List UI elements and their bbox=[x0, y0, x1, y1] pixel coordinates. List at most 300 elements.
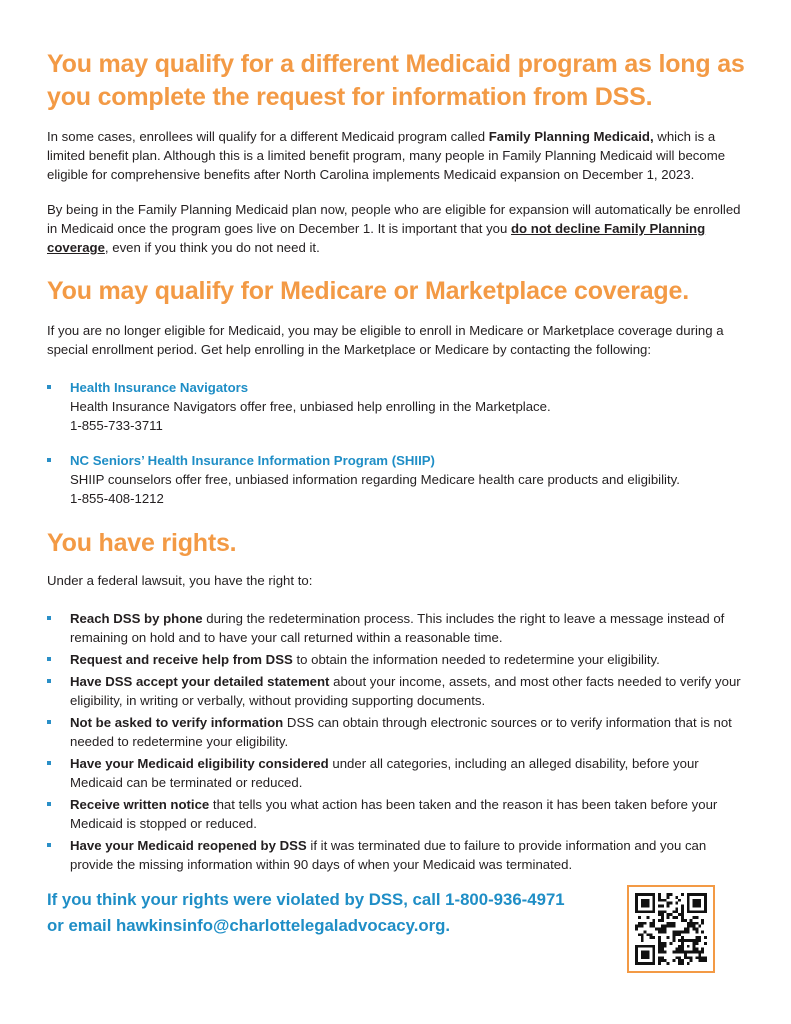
qr-module bbox=[667, 902, 670, 905]
qr-module bbox=[664, 925, 667, 928]
qr-module bbox=[695, 956, 698, 959]
qr-module bbox=[635, 948, 638, 951]
qr-module bbox=[684, 951, 687, 954]
qr-module bbox=[687, 962, 690, 965]
qr-module bbox=[690, 951, 693, 954]
qr-module bbox=[652, 953, 655, 956]
qr-module bbox=[687, 902, 690, 905]
emphasis-text: do not decline Family Planning coverage bbox=[47, 221, 706, 255]
right-text: if it was terminated due to failure to provide information and you can provide the missing information within 90 days of when your Medicaid was terminated. bbox=[70, 838, 707, 872]
right-item bbox=[47, 650, 747, 669]
qr-module bbox=[667, 893, 670, 896]
qr-module bbox=[661, 910, 664, 913]
qr-module bbox=[644, 905, 647, 908]
family-planning-paragraph bbox=[47, 127, 747, 184]
qr-module bbox=[687, 899, 690, 902]
qr-module bbox=[635, 893, 638, 896]
text-span: By being in the Family Planning Medicaid plan now, people who are eligible for expansion will automatically be enrolled in Medicaid once the program goes live on December 1. It is important that you bbox=[47, 202, 741, 236]
text-span: which is a limited benefit plan. Although this is a limited benefit program, many people in Family Planning Medicaid will become eligible for comprehensive benefits after North Carolina implements Medicaid expansion on December 1, 2023. bbox=[47, 129, 726, 182]
qr-module bbox=[675, 930, 678, 933]
qr-module bbox=[678, 959, 681, 962]
qr-module bbox=[658, 948, 661, 951]
footer-line-email: or email hawkinsinfo@charlottelegaladvocacy.org. bbox=[47, 916, 451, 935]
qr-module bbox=[693, 939, 696, 942]
qr-module bbox=[701, 951, 704, 954]
right-bold: Have your Medicaid eligibility considered bbox=[70, 756, 329, 771]
qr-module bbox=[670, 902, 673, 905]
qr-module bbox=[647, 956, 650, 959]
qr-module bbox=[675, 948, 678, 951]
right-bold: Reach DSS by phone bbox=[70, 611, 203, 626]
resource-list bbox=[47, 378, 747, 508]
qr-module bbox=[670, 925, 673, 928]
qr-module bbox=[667, 916, 670, 919]
qr-module bbox=[684, 956, 687, 959]
qr-module bbox=[675, 896, 678, 899]
qr-module bbox=[701, 910, 704, 913]
qr-module bbox=[647, 916, 650, 919]
qr-module bbox=[652, 905, 655, 908]
qr-module bbox=[684, 939, 687, 942]
qr-module bbox=[704, 959, 707, 962]
qr-module bbox=[695, 936, 698, 939]
qr-module bbox=[667, 936, 670, 939]
qr-module bbox=[661, 928, 664, 931]
qr-module bbox=[647, 945, 650, 948]
qr-module bbox=[681, 893, 684, 896]
right-bold: Request and receive help from DSS bbox=[70, 652, 293, 667]
qr-module bbox=[698, 936, 701, 939]
qr-module bbox=[693, 893, 696, 896]
qr-module bbox=[704, 942, 707, 945]
qr-module bbox=[678, 930, 681, 933]
qr-module bbox=[658, 910, 661, 913]
qr-module bbox=[644, 893, 647, 896]
qr-module bbox=[681, 948, 684, 951]
bullet-icon bbox=[47, 720, 51, 724]
qr-module bbox=[649, 922, 652, 925]
bullet-icon bbox=[47, 385, 51, 389]
qr-module bbox=[635, 953, 638, 956]
qr-module bbox=[647, 962, 650, 965]
qr-module bbox=[675, 910, 678, 913]
qr-module bbox=[693, 945, 696, 948]
qr-module bbox=[652, 962, 655, 965]
qr-module bbox=[704, 907, 707, 910]
qr-module bbox=[690, 959, 693, 962]
qr-module bbox=[641, 962, 644, 965]
qr-module bbox=[672, 959, 675, 962]
qr-module bbox=[641, 925, 644, 928]
right-text: under all categories, including an alleged disability, before your Medicaid can be terminated or reduced. bbox=[70, 756, 699, 790]
qr-module bbox=[698, 902, 701, 905]
qr-module bbox=[695, 902, 698, 905]
qr-module bbox=[672, 939, 675, 942]
qr-module bbox=[698, 905, 701, 908]
qr-module bbox=[693, 905, 696, 908]
qr-module bbox=[695, 951, 698, 954]
section-heading-different-medicaid: You may qualify for a different Medicaid program as long as you complete the request for information from DSS. bbox=[47, 50, 745, 111]
right-item bbox=[47, 713, 747, 751]
resource-description: Health Insurance Navigators offer free, unbiased help enrolling in the Marketplace. bbox=[70, 399, 551, 414]
qr-module bbox=[684, 953, 687, 956]
qr-module bbox=[701, 948, 704, 951]
qr-module bbox=[672, 925, 675, 928]
qr-module bbox=[644, 930, 647, 933]
qr-module bbox=[658, 930, 661, 933]
resource-item bbox=[47, 378, 747, 435]
qr-module bbox=[661, 948, 664, 951]
right-bold: Not be asked to verify information bbox=[70, 715, 284, 730]
qr-module bbox=[687, 939, 690, 942]
qr-module bbox=[652, 910, 655, 913]
qr-module bbox=[675, 916, 678, 919]
qr-module bbox=[675, 902, 678, 905]
qr-module bbox=[678, 956, 681, 959]
qr-module bbox=[638, 962, 641, 965]
qr-module bbox=[644, 956, 647, 959]
qr-module bbox=[638, 893, 641, 896]
qr-module bbox=[701, 959, 704, 962]
qr-module bbox=[681, 942, 684, 945]
qr-module bbox=[661, 942, 664, 945]
qr-module bbox=[687, 896, 690, 899]
qr-module bbox=[684, 928, 687, 931]
qr-module bbox=[695, 916, 698, 919]
qr-module bbox=[687, 956, 690, 959]
qr-module bbox=[693, 899, 696, 902]
qr-module bbox=[704, 896, 707, 899]
qr-module bbox=[661, 916, 664, 919]
qr-module bbox=[635, 899, 638, 902]
qr-module bbox=[638, 910, 641, 913]
qr-module bbox=[638, 916, 641, 919]
qr-module bbox=[652, 907, 655, 910]
qr-module bbox=[641, 951, 644, 954]
qr-module bbox=[661, 930, 664, 933]
qr-module bbox=[638, 922, 641, 925]
qr-module bbox=[704, 893, 707, 896]
qr-module bbox=[687, 893, 690, 896]
qr-module bbox=[649, 893, 652, 896]
qr-module bbox=[647, 951, 650, 954]
qr-module bbox=[635, 907, 638, 910]
qr-module bbox=[649, 933, 652, 936]
qr-module bbox=[681, 962, 684, 965]
bold-text: Family Planning Medicaid, bbox=[488, 129, 654, 144]
qr-module bbox=[670, 922, 673, 925]
resource-title[interactable]: Health Insurance Navigators bbox=[70, 380, 249, 395]
qr-module bbox=[681, 907, 684, 910]
qr-module bbox=[641, 953, 644, 956]
qr-module bbox=[678, 913, 681, 916]
qr-module bbox=[644, 962, 647, 965]
qr-module bbox=[635, 956, 638, 959]
qr-module bbox=[693, 948, 696, 951]
bullet-icon bbox=[47, 843, 51, 847]
right-text: during the redetermination process. This includes the right to leave a message instead of remaining on hold and to have your call returned within a reasonable time. bbox=[70, 611, 725, 645]
qr-module bbox=[661, 945, 664, 948]
resource-phone: 1-855-733-3711 bbox=[70, 418, 163, 433]
qr-module bbox=[658, 896, 661, 899]
qr-module bbox=[641, 893, 644, 896]
bullet-icon bbox=[47, 679, 51, 683]
qr-module bbox=[658, 945, 661, 948]
qr-module bbox=[635, 902, 638, 905]
qr-module bbox=[641, 933, 644, 936]
qr-module bbox=[652, 902, 655, 905]
qr-module bbox=[641, 945, 644, 948]
qr-module bbox=[681, 951, 684, 954]
text-span: In some cases, enrollees will qualify for a different Medicaid program called bbox=[47, 129, 489, 144]
qr-module bbox=[695, 905, 698, 908]
qr-module bbox=[687, 928, 690, 931]
qr-module bbox=[698, 893, 701, 896]
qr-module bbox=[681, 913, 684, 916]
qr-module bbox=[644, 945, 647, 948]
qr-module bbox=[635, 945, 638, 948]
qr-module bbox=[652, 919, 655, 922]
qr-module bbox=[658, 956, 661, 959]
qr-module bbox=[658, 893, 661, 896]
right-item bbox=[47, 672, 747, 710]
qr-module bbox=[647, 905, 650, 908]
qr-module bbox=[678, 948, 681, 951]
qr-module bbox=[690, 939, 693, 942]
qr-module bbox=[647, 899, 650, 902]
section-heading-rights: You have rights. bbox=[47, 529, 237, 557]
right-bold: Have your Medicaid reopened by DSS bbox=[70, 838, 307, 853]
qr-module bbox=[652, 959, 655, 962]
qr-module bbox=[664, 951, 667, 954]
qr-module bbox=[661, 959, 664, 962]
qr-module bbox=[690, 919, 693, 922]
qr-module bbox=[690, 910, 693, 913]
qr-module bbox=[641, 905, 644, 908]
qr-module bbox=[693, 942, 696, 945]
qr-module bbox=[675, 933, 678, 936]
qr-module bbox=[678, 933, 681, 936]
qr-module bbox=[690, 922, 693, 925]
bullet-icon bbox=[47, 657, 51, 661]
qr-module bbox=[693, 928, 696, 931]
bullet-icon bbox=[47, 458, 51, 462]
qr-module bbox=[652, 936, 655, 939]
qr-module bbox=[701, 893, 704, 896]
qr-module bbox=[644, 922, 647, 925]
qr-module bbox=[672, 930, 675, 933]
section-heading-medicare-marketplace: You may qualify for Medicare or Marketplace coverage. bbox=[47, 277, 689, 305]
qr-module bbox=[684, 930, 687, 933]
qr-module bbox=[647, 910, 650, 913]
right-bold: Have DSS accept your detailed statement bbox=[70, 674, 330, 689]
right-item bbox=[47, 836, 747, 874]
qr-module bbox=[655, 928, 658, 931]
qr-module bbox=[693, 925, 696, 928]
qr-module bbox=[667, 922, 670, 925]
resource-item bbox=[47, 451, 747, 508]
bullet-icon bbox=[47, 802, 51, 806]
qr-module bbox=[687, 930, 690, 933]
qr-module bbox=[681, 916, 684, 919]
qr-module bbox=[635, 959, 638, 962]
qr-module bbox=[681, 939, 684, 942]
qr-module bbox=[664, 942, 667, 945]
qr-module bbox=[641, 939, 644, 942]
qr-module bbox=[695, 948, 698, 951]
qr-module bbox=[690, 893, 693, 896]
qr-module bbox=[661, 919, 664, 922]
qr-module bbox=[658, 939, 661, 942]
qr-module bbox=[638, 925, 641, 928]
qr-module bbox=[664, 959, 667, 962]
qr-module bbox=[695, 899, 698, 902]
qr-module bbox=[704, 910, 707, 913]
qr-module bbox=[667, 925, 670, 928]
qr-module bbox=[635, 928, 638, 931]
qr-module bbox=[698, 899, 701, 902]
qr-module bbox=[698, 953, 701, 956]
qr-module bbox=[678, 962, 681, 965]
qr-module bbox=[661, 905, 664, 908]
qr-module bbox=[661, 899, 664, 902]
qr-module bbox=[652, 945, 655, 948]
qr-module bbox=[638, 933, 641, 936]
qr-module bbox=[693, 902, 696, 905]
qr-module bbox=[641, 956, 644, 959]
qr-module bbox=[635, 905, 638, 908]
qr-module bbox=[684, 919, 687, 922]
bullet-icon bbox=[47, 761, 51, 765]
right-item bbox=[47, 795, 747, 833]
qr-module bbox=[693, 951, 696, 954]
qr-module bbox=[641, 910, 644, 913]
qr-module bbox=[638, 945, 641, 948]
qr-module bbox=[695, 939, 698, 942]
qr-module bbox=[635, 925, 638, 928]
qr-module bbox=[678, 899, 681, 902]
qr-code-graphic bbox=[635, 893, 707, 965]
qr-module bbox=[695, 928, 698, 931]
qr-module bbox=[661, 951, 664, 954]
qr-module bbox=[701, 930, 704, 933]
resource-phone: 1-855-408-1212 bbox=[70, 491, 164, 506]
qr-module bbox=[658, 899, 661, 902]
qr-module bbox=[647, 902, 650, 905]
qr-module bbox=[681, 905, 684, 908]
qr-module bbox=[644, 899, 647, 902]
qr-module bbox=[644, 951, 647, 954]
qr-module bbox=[678, 945, 681, 948]
qr-module bbox=[641, 899, 644, 902]
qr-module bbox=[690, 925, 693, 928]
qr-module bbox=[681, 936, 684, 939]
contact-footer bbox=[47, 887, 607, 939]
qr-module bbox=[704, 956, 707, 959]
bullet-icon bbox=[47, 616, 51, 620]
qr-module bbox=[649, 962, 652, 965]
qr-module bbox=[698, 939, 701, 942]
right-item bbox=[47, 609, 747, 647]
resource-title[interactable]: NC Seniors’ Health Insurance Information Program (SHIIP) bbox=[70, 453, 435, 468]
qr-module bbox=[693, 910, 696, 913]
qr-module bbox=[670, 893, 673, 896]
qr-code-icon bbox=[627, 885, 715, 973]
qr-module bbox=[687, 922, 690, 925]
qr-module bbox=[672, 910, 675, 913]
qr-module bbox=[687, 905, 690, 908]
right-item bbox=[47, 754, 747, 792]
qr-module bbox=[672, 922, 675, 925]
qr-module bbox=[664, 945, 667, 948]
qr-module bbox=[652, 922, 655, 925]
qr-module bbox=[667, 913, 670, 916]
qr-module bbox=[641, 922, 644, 925]
qr-module bbox=[661, 925, 664, 928]
rights-list bbox=[47, 609, 747, 874]
resource-description: SHIIP counselors offer free, unbiased information regarding Medicare health care products and eligibility. bbox=[70, 472, 680, 487]
qr-module bbox=[667, 896, 670, 899]
qr-module bbox=[652, 899, 655, 902]
qr-module bbox=[652, 948, 655, 951]
qr-module bbox=[649, 910, 652, 913]
qr-module bbox=[635, 962, 638, 965]
qr-module bbox=[664, 910, 667, 913]
qr-module bbox=[693, 916, 696, 919]
qr-module bbox=[635, 896, 638, 899]
qr-module bbox=[644, 910, 647, 913]
qr-module bbox=[675, 951, 678, 954]
qr-module bbox=[664, 930, 667, 933]
right-bold: Receive written notice bbox=[70, 797, 210, 812]
qr-module bbox=[667, 962, 670, 965]
qr-module bbox=[690, 956, 693, 959]
qr-module bbox=[678, 939, 681, 942]
right-text: that tells you what action has been taken and the reason it has been taken before your Medicaid is stopped or reduced. bbox=[70, 797, 718, 831]
qr-module bbox=[681, 919, 684, 922]
qr-module bbox=[641, 902, 644, 905]
qr-module bbox=[649, 945, 652, 948]
qr-module bbox=[687, 910, 690, 913]
qr-module bbox=[701, 956, 704, 959]
qr-module bbox=[647, 933, 650, 936]
qr-module bbox=[664, 899, 667, 902]
qr-module bbox=[644, 953, 647, 956]
qr-module bbox=[672, 951, 675, 954]
qr-module bbox=[661, 956, 664, 959]
qr-module bbox=[672, 936, 675, 939]
qr-module bbox=[701, 919, 704, 922]
qr-module bbox=[698, 956, 701, 959]
qr-module bbox=[672, 916, 675, 919]
qr-module bbox=[695, 893, 698, 896]
qr-module bbox=[652, 896, 655, 899]
qr-module bbox=[652, 893, 655, 896]
rights-intro: Under a federal lawsuit, you have the right to: bbox=[47, 573, 313, 588]
qr-module bbox=[704, 905, 707, 908]
right-text: DSS can obtain through electronic sources or to verify information that is not needed to redetermine your eligibility. bbox=[70, 715, 732, 749]
qr-module bbox=[658, 962, 661, 965]
qr-module bbox=[664, 928, 667, 931]
qr-module bbox=[644, 902, 647, 905]
qr-module bbox=[670, 913, 673, 916]
qr-module bbox=[649, 936, 652, 939]
qr-module bbox=[704, 936, 707, 939]
qr-module bbox=[658, 936, 661, 939]
qr-module bbox=[687, 907, 690, 910]
qr-module bbox=[698, 951, 701, 954]
qr-module bbox=[658, 913, 661, 916]
